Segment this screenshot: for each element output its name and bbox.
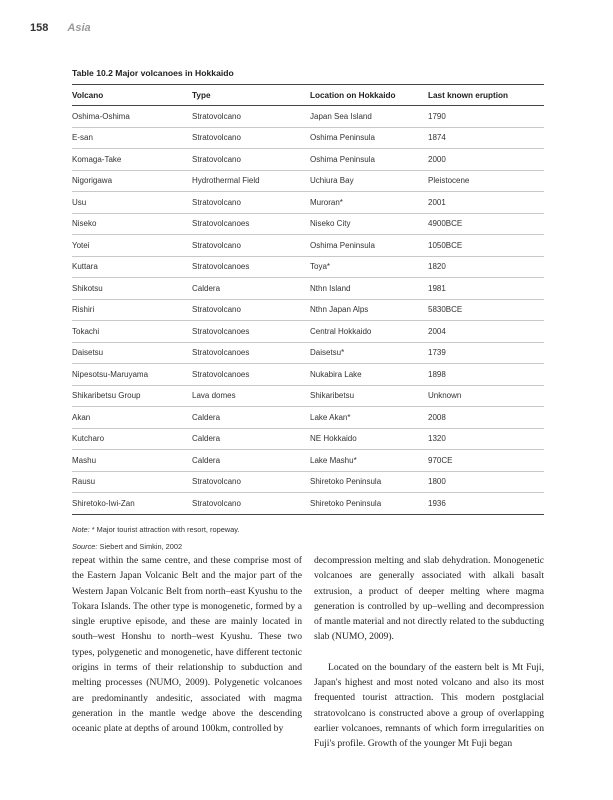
cell-volcano: Tokachi [72,326,100,336]
cell-location: Shiretoko Peninsula [310,477,382,487]
cell-last-eruption: 1790 [428,111,446,121]
note-text: * Major tourist attraction with resort, ropeway. [89,524,240,534]
table-row [72,257,544,279]
cell-volcano: Kuttara [72,262,98,272]
table-row [72,171,544,193]
cell-volcano: Mashu [72,455,97,465]
volcano-table [72,68,544,555]
cell-last-eruption: 4900BCE [428,219,463,229]
cell-location: Oshima Peninsula [310,133,375,143]
cell-volcano: Kutcharo [72,434,105,444]
table-body [72,106,544,514]
cell-type: Stratovolcano [192,111,241,121]
source-text: Siebert and Simkin, 2002 [97,541,183,551]
cell-location: Daisetsu* [310,348,345,358]
page-header [30,22,91,34]
table-row [72,149,544,171]
table-row [72,214,544,236]
cell-volcano: Rausu [72,477,96,487]
table-row [72,472,544,494]
cell-type: Stratovolcano [192,154,241,164]
table-source [72,538,544,555]
cell-last-eruption: 1874 [428,133,446,143]
cell-type: Hydrothermal Field [192,176,260,186]
cell-volcano: E-san [72,133,93,143]
cell-type: Stratovolcano [192,498,241,508]
cell-last-eruption: 1050BCE [428,240,463,250]
cell-type: Stratovolcano [192,240,241,250]
cell-last-eruption: 1320 [428,434,446,444]
table-row [72,343,544,365]
note-label: Note: [72,524,90,534]
cell-last-eruption: Unknown [428,391,462,401]
cell-type: Caldera [192,283,221,293]
table-caption: Table 10.2 Major volcanoes in Hokkaido [72,68,234,78]
cell-volcano: Shikaribetsu Group [72,391,141,401]
cell-volcano: Rishiri [72,305,95,315]
cell-location: Nthn Japan Alps [310,305,369,315]
table-note [72,521,544,538]
cell-volcano: Oshima-Oshima [72,111,130,121]
cell-last-eruption: Pleistocene [428,176,470,186]
cell-type: Lava domes [192,391,236,401]
body-paragraph: decompression melting and slab dehydration. Monogenetic volcanoes are generally associated with alkali basalt extrusion, a product of deeper melting where magma generation is controlled by up–welling and decompression of mantle material and not directly related to the subducting slab (NUMO, 2009). [314,555,544,643]
cell-type: Stratovolcanoes [192,326,250,336]
cell-last-eruption: 2008 [428,412,446,422]
cell-volcano: Yotei [72,240,90,250]
cell-location: Lake Mashu* [310,455,357,465]
table-header-row [72,85,544,105]
cell-type: Stratovolcanoes [192,369,250,379]
cell-type: Stratovolcanoes [192,262,250,272]
cell-volcano: Niseko [72,219,97,229]
running-title: Asia [67,22,91,34]
table-row [72,192,544,214]
cell-volcano: Nipesotsu-Maruyama [72,369,149,379]
cell-last-eruption: 1800 [428,477,446,487]
cell-type: Stratovolcano [192,133,241,143]
body-paragraph: repeat within the same centre, and these comprise most of the Eastern Japan Volcanic Belt and the major part of the Western Japan Volcanic Belt from north–east Kyushu to the Tokara Islands. The other type is monogenetic, formed by a single eruptive episode, and these are mainly located in south–west Honshu to north–west Kyushu. These two types, polygenetic and monogenetic, have different tectonic origins in terms of their relationship to subduction and melting processes (NUMO, 2009). Polygenetic volcanoes are predominantly andesitic, associated with magma generation in the mantle wedge above the descending oceanic plate at depths of around 100km, controlled by [72,555,302,735]
cell-location: Oshima Peninsula [310,240,375,250]
cell-last-eruption: 2001 [428,197,446,207]
body-paragraph: Located on the boundary of the eastern belt is Mt Fuji, Japan's highest and most noted volcano and also its most frequented tourist attraction. This modern postglacial stratovolcano is constructed above a group of overlapping earlier volcanoes, remnants of which form irregularities on Fuji's profile. Growth of the younger Mt Fuji began [314,661,544,750]
table-row [72,407,544,429]
cell-location: Nukabira Lake [310,369,362,379]
cell-last-eruption: 1820 [428,262,446,272]
cell-location: NE Hokkaido [310,434,357,444]
table-row [72,493,544,514]
cell-type: Stratovolcano [192,305,241,315]
cell-last-eruption: 2004 [428,326,446,336]
table-row [72,429,544,451]
column-header-last-eruption: Last known eruption [428,90,509,100]
cell-location: Niseko City [310,219,351,229]
table-row [72,235,544,257]
column-header-volcano: Volcano [72,90,104,100]
cell-location: Central Hokkaido [310,326,372,336]
cell-volcano: Akan [72,412,91,422]
cell-location: Oshima Peninsula [310,154,375,164]
table-bottom-rule [72,514,544,515]
cell-last-eruption: 1936 [428,498,446,508]
body-column-right [314,553,544,752]
cell-last-eruption: 970CE [428,455,453,465]
cell-type: Stratovolcanoes [192,348,250,358]
page-number: 158 [30,22,49,34]
cell-type: Stratovolcano [192,477,241,487]
cell-location: Toya* [310,262,331,272]
table-row [72,300,544,322]
body-column-left [72,553,302,737]
cell-volcano: Shikotsu [72,283,103,293]
table-row [72,278,544,300]
cell-location: Shikaribetsu [310,391,355,401]
cell-location: Shiretoko Peninsula [310,498,382,508]
table-row [72,386,544,408]
source-label: Source: [72,541,98,551]
cell-volcano: Komaga-Take [72,154,122,164]
table-row [72,128,544,150]
column-header-location: Location on Hokkaido [310,90,396,100]
cell-last-eruption: 2000 [428,154,446,164]
table-row [72,106,544,128]
cell-last-eruption: 1739 [428,348,446,358]
cell-volcano: Daisetsu [72,348,104,358]
cell-location: Lake Akan* [310,412,351,422]
table-row [72,321,544,343]
cell-last-eruption: 1898 [428,369,446,379]
table-notes [72,521,544,555]
cell-type: Caldera [192,434,221,444]
cell-volcano: Nigorigawa [72,176,113,186]
cell-location: Muroran* [310,197,343,207]
cell-type: Caldera [192,455,221,465]
cell-location: Uchiura Bay [310,176,354,186]
column-header-type: Type [192,90,211,100]
cell-location: Nthn Island [310,283,351,293]
cell-volcano: Usu [72,197,87,207]
table-row [72,364,544,386]
cell-type: Stratovolcano [192,197,241,207]
cell-type: Stratovolcanoes [192,219,250,229]
cell-last-eruption: 1981 [428,283,446,293]
cell-last-eruption: 5830BCE [428,305,463,315]
cell-location: Japan Sea Island [310,111,372,121]
table-row [72,450,544,472]
cell-type: Caldera [192,412,221,422]
cell-volcano: Shiretoko-Iwi-Zan [72,498,135,508]
